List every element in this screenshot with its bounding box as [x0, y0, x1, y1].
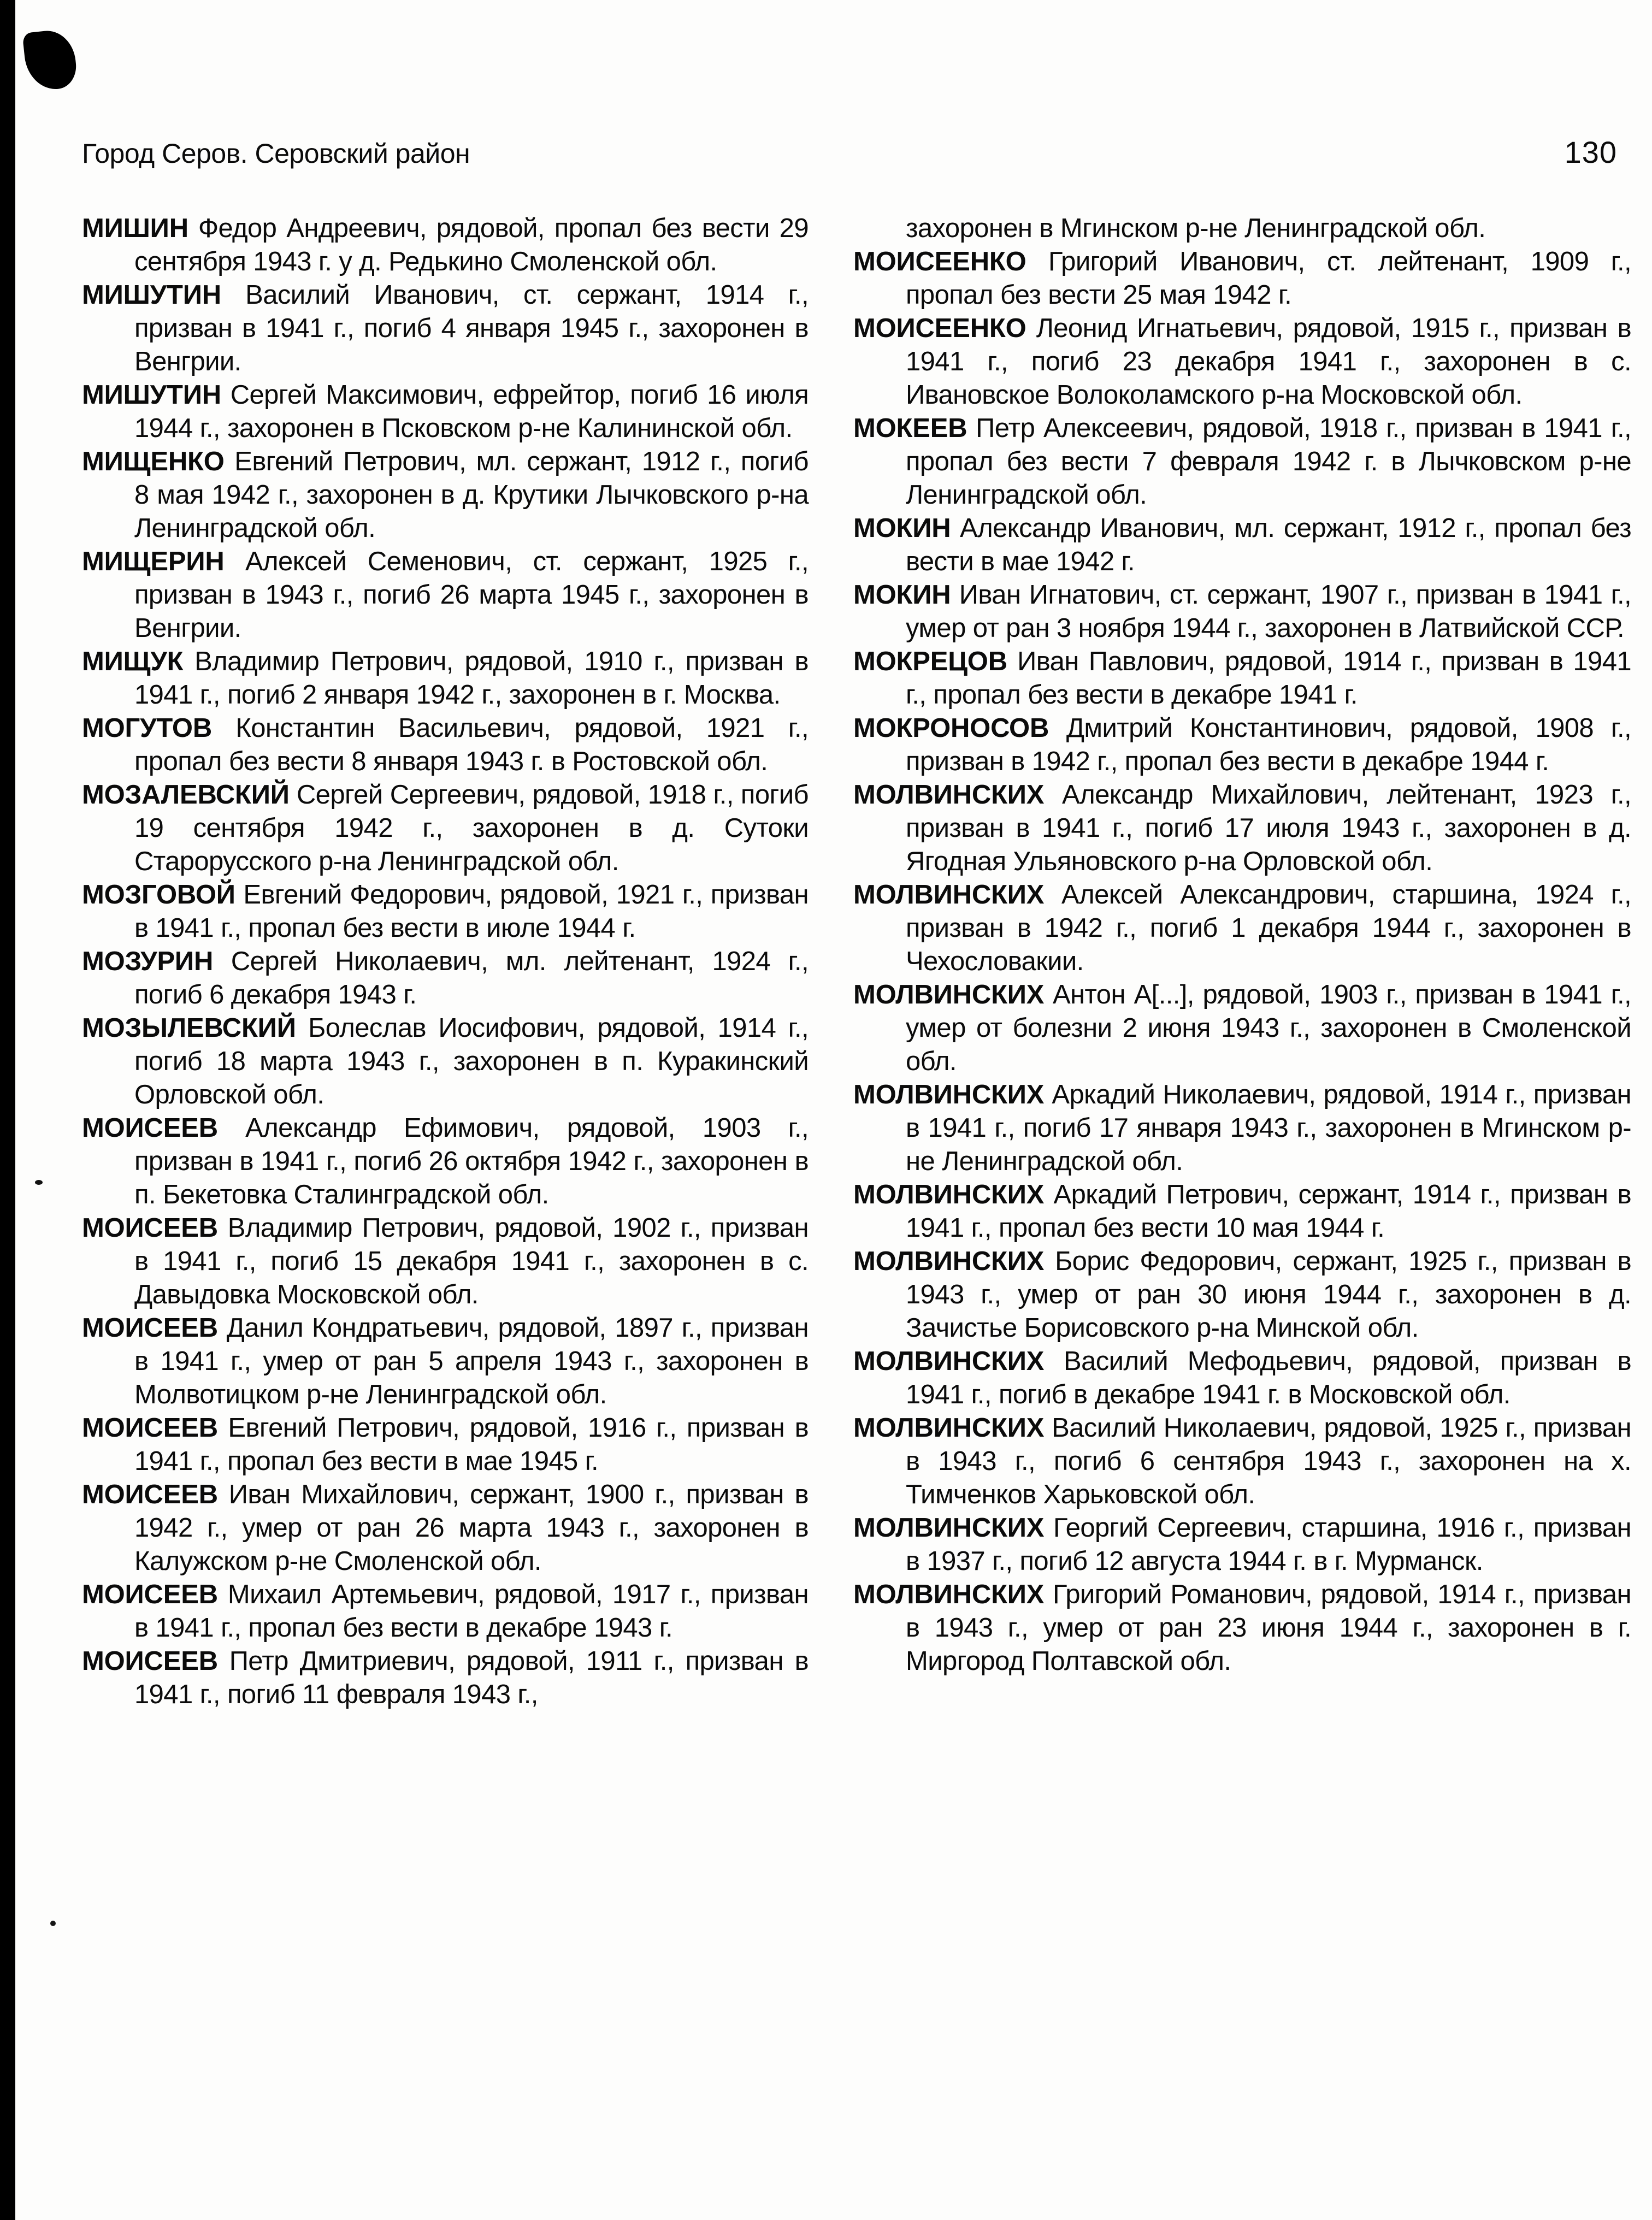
entry-text: Иван Павлович, рядовой, 1914 г., призван в 1941 г., пропал без вести в декабре 1941 г.: [906, 647, 1632, 710]
entry-text: Василий Николаевич, рядовой, 1925 г., призван в 1943 г., погиб 6 сентября 1943 г., захоронен на х. Тимченков Харьковской обл.: [906, 1413, 1631, 1509]
entry: [853, 578, 1631, 645]
entry: [82, 878, 809, 945]
entry-text: Владимир Петрович, рядовой, 1902 г., призван в 1941 г., погиб 15 декабря 1941 г., захоронен в с. Давыдовка Московской обл.: [134, 1213, 809, 1309]
entry-text: Александр Ефимович, рядовой, 1903 г., призван в 1941 г., погиб 26 октября 1942 г., захоронен в п. Бекетовка Сталинградской обл.: [134, 1113, 809, 1209]
entry-surname: МИЩЕНКО: [82, 447, 225, 476]
page-number: 130: [1564, 135, 1617, 169]
entry-surname: МОЛВИНСКИХ: [853, 1080, 1045, 1109]
entry: [82, 1012, 809, 1112]
entry-surname: МОЛВИНСКИХ: [853, 880, 1045, 910]
entry-surname: МОИСЕЕНКО: [853, 314, 1026, 343]
column-right: [853, 212, 1631, 1678]
entry-surname: МОЗЫЛЕВСКИЙ: [82, 1013, 296, 1043]
entry: [82, 1645, 809, 1711]
entry-text: Дмитрий Константинович, рядовой, 1908 г., призван в 1942 г., пропал без вести в декабре 1944 г.: [906, 713, 1632, 776]
entry: [82, 379, 809, 445]
entry: [853, 512, 1631, 578]
entry-surname: МОЛВИНСКИХ: [853, 1347, 1045, 1376]
entry: [853, 778, 1631, 878]
entry-surname: МОИСЕЕВ: [82, 1413, 218, 1443]
entry: [853, 1578, 1631, 1678]
entry-surname: МОКРОНОСОВ: [853, 713, 1049, 743]
entry-continuation: [853, 212, 1631, 245]
entry-text: Аркадий Петрович, сержант, 1914 г., призван в 1941 г., пропал без вести 10 мая 1944 г.: [906, 1180, 1632, 1243]
entry: [82, 1478, 809, 1578]
entry-surname: МОЗГОВОЙ: [82, 880, 235, 910]
entry-text: Борис Федорович, сержант, 1925 г., призван в 1943 г., умер от ран 30 июня 1944 г., захоронен в д. Зачистье Борисовского р-на Минской обл.: [906, 1247, 1632, 1343]
entry-surname: МОИСЕЕВ: [82, 1580, 218, 1609]
entry-surname: МОКИН: [853, 513, 951, 543]
entry: [853, 1078, 1631, 1178]
scan-blob-artifact: [22, 28, 79, 92]
entry: [853, 645, 1631, 712]
entry-text: Александр Иванович, мл. сержант, 1912 г., пропал без вести в мае 1942 г.: [906, 513, 1631, 576]
entry-surname: МОГУТОВ: [82, 713, 213, 743]
entry-text: Константин Васильевич, рядовой, 1921 г., пропал без вести 8 января 1943 г. в Ростовской обл.: [134, 713, 809, 776]
entry-text: Григорий Романович, рядовой, 1914 г., призван в 1943 г., умер от ран 23 июня 1944 г., захоронен в г. Миргород Полтавской обл.: [906, 1580, 1631, 1676]
entry: [82, 945, 809, 1012]
entry-text: Сергей Сергеевич, рядовой, 1918 г., погиб 19 сентября 1942 г., захоронен в д. Сутоки Старорусского р-на Ленинградской обл.: [134, 780, 809, 876]
memorial-list: [82, 212, 1631, 1711]
entry-text: Владимир Петрович, рядовой, 1910 г., призван в 1941 г., погиб 2 января 1942 г., захоронен в г. Москва.: [134, 647, 809, 710]
entry-surname: МОКЕЕВ: [853, 414, 967, 443]
entry-surname: МОИСЕЕВ: [82, 1113, 218, 1143]
entry: [82, 1112, 809, 1212]
entry-text: Сергей Николаевич, мл. лейтенант, 1924 г., погиб 6 декабря 1943 г.: [134, 947, 809, 1009]
entry-text: захоронен в Мгинском р-не Ленинградской обл.: [906, 214, 1486, 243]
entry: [82, 1312, 809, 1412]
entry-surname: МОЗУРИН: [82, 947, 214, 976]
entry-text: Антон А[...], рядовой, 1903 г., призван в 1941 г., умер от болезни 2 июня 1943 г., захоронен в Смоленской обл.: [906, 980, 1632, 1076]
entry: [82, 778, 809, 878]
entry: [82, 1412, 809, 1478]
entry-surname: МИЩЕРИН: [82, 547, 225, 576]
entry-surname: МОЛВИНСКИХ: [853, 1180, 1045, 1209]
entry: [853, 1178, 1631, 1245]
scan-speck-artifact: [35, 1180, 43, 1185]
entry-surname: МОЛВИНСКИХ: [853, 1413, 1045, 1443]
entry-text: Болеслав Иосифович, рядовой, 1914 г., погиб 18 марта 1943 г., захоронен в п. Куракинский Орловской обл.: [134, 1013, 809, 1109]
entry-surname: МОЗАЛЕВСКИЙ: [82, 780, 290, 810]
entry-surname: МОИСЕЕВ: [82, 1646, 218, 1676]
entry: [853, 1345, 1631, 1412]
entry-text: Василий Иванович, ст. сержант, 1914 г., призван в 1941 г., погиб 4 января 1945 г., захоронен в Венгрии.: [134, 280, 809, 376]
entry-text: Василий Мефодьевич, рядовой, призван в 1941 г., погиб в декабре 1941 г. в Московской обл.: [906, 1347, 1632, 1409]
scan-edge-artifact: [0, 0, 15, 2220]
entry-text: Леонид Игнатьевич, рядовой, 1915 г., призван в 1941 г., погиб 23 декабря 1941 г., захоронен в с. Ивановское Волоколамского р-на Московской обл.: [906, 314, 1632, 410]
entry-text: Алексей Александрович, старшина, 1924 г., призван в 1942 г., погиб 1 декабря 1944 г., захоронен в Чехословакии.: [906, 880, 1631, 976]
entry-surname: МИШИН: [82, 214, 188, 243]
entry-text: Петр Алексеевич, рядовой, 1918 г., призван в 1941 г., пропал без вести 7 февраля 1942 г. в Лычковском р-не Ленинградской обл.: [906, 414, 1632, 510]
entry-surname: МИЩУК: [82, 647, 184, 676]
entry: [853, 245, 1631, 312]
entry-surname: МОИСЕЕНКО: [853, 247, 1026, 276]
entry-surname: МОЛВИНСКИХ: [853, 780, 1045, 810]
entry-surname: МОЛВИНСКИХ: [853, 1247, 1045, 1276]
entry: [82, 1212, 809, 1312]
entry-text: Александр Михайлович, лейтенант, 1923 г., призван в 1941 г., погиб 17 июля 1943 г., захоронен в д. Ягодная Ульяновского р-на Орловской обл.: [906, 780, 1632, 876]
entry: [82, 212, 809, 279]
entry-text: Федор Андреевич, рядовой, пропал без вести 29 сентября 1943 г. у д. Редькино Смоленской обл.: [134, 214, 809, 276]
entry: [853, 1412, 1631, 1512]
entry-surname: МОЛВИНСКИХ: [853, 1580, 1045, 1609]
entry-surname: МИШУТИН: [82, 380, 221, 410]
entry-text: Евгений Петрович, мл. сержант, 1912 г., погиб 8 мая 1942 г., захоронен в д. Крутики Лычковского р-на Ленинградской обл.: [134, 447, 809, 543]
entry-text: Евгений Федорович, рядовой, 1921 г., призван в 1941 г., пропал без вести в июле 1944 г.: [134, 880, 809, 943]
entry-surname: МИШУТИН: [82, 280, 221, 310]
column-left: [82, 212, 809, 1711]
entry-text: Сергей Максимович, ефрейтор, погиб 16 июля 1944 г., захоронен в Псковском р-не Калининской обл.: [134, 380, 809, 443]
entry-surname: МОИСЕЕВ: [82, 1480, 218, 1509]
entry-surname: МОКИН: [853, 580, 951, 610]
entry-surname: МОКРЕЦОВ: [853, 647, 1007, 676]
entry: [82, 445, 809, 545]
entry-text: Иван Михайлович, сержант, 1900 г., призван в 1942 г., умер от ран 26 марта 1943 г., захоронен в Калужском р-не Смоленской обл.: [134, 1480, 809, 1576]
entry-text: Аркадий Николаевич, рядовой, 1914 г., призван в 1941 г., погиб 17 января 1943 г., захоронен в Мгинском р-не Ленинградской обл.: [906, 1080, 1632, 1176]
entry-surname: МОИСЕЕВ: [82, 1213, 218, 1243]
entry: [853, 712, 1631, 778]
entry-text: Евгений Петрович, рядовой, 1916 г., призван в 1941 г., пропал без вести в мае 1945 г.: [134, 1413, 809, 1476]
entry: [853, 412, 1631, 512]
entry-text: Петр Дмитриевич, рядовой, 1911 г., призван в 1941 г., погиб 11 февраля 1943 г.,: [134, 1646, 809, 1709]
entry-text: Иван Игнатович, ст. сержант, 1907 г., призван в 1941 г., умер от ран 3 ноября 1944 г., захоронен в Латвийской ССР.: [906, 580, 1631, 643]
entry-surname: МОЛВИНСКИХ: [853, 1513, 1045, 1543]
entry: [82, 712, 809, 778]
entry: [82, 545, 809, 645]
entry-text: Алексей Семенович, ст. сержант, 1925 г., призван в 1943 г., погиб 26 марта 1945 г., захоронен в Венгрии.: [134, 547, 809, 643]
entry-text: Михаил Артемьевич, рядовой, 1917 г., призван в 1941 г., пропал без вести в декабре 1943 г.: [134, 1580, 809, 1643]
entry-surname: МОИСЕЕВ: [82, 1313, 218, 1343]
entry: [853, 1245, 1631, 1345]
entry: [853, 978, 1631, 1078]
page-header-title: Город Серов. Серовский район: [82, 138, 470, 169]
entry: [82, 279, 809, 379]
page-header: [82, 134, 1617, 170]
entry: [853, 878, 1631, 978]
entry-text: Данил Кондратьевич, рядовой, 1897 г., призван в 1941 г., умер от ран 5 апреля 1943 г., захоронен в Молвотицком р-не Ленинградской обл.: [134, 1313, 809, 1409]
entry-text: Георгий Сергеевич, старшина, 1916 г., призван в 1937 г., погиб 12 августа 1944 г. в г. Мурманск.: [906, 1513, 1632, 1576]
entry: [82, 1578, 809, 1645]
entry: [853, 1512, 1631, 1578]
entry: [853, 312, 1631, 412]
entry-text: Григорий Иванович, ст. лейтенант, 1909 г., пропал без вести 25 мая 1942 г.: [906, 247, 1632, 310]
entry: [82, 645, 809, 712]
entry-surname: МОЛВИНСКИХ: [853, 980, 1045, 1009]
scan-speck-artifact: [50, 1921, 56, 1926]
